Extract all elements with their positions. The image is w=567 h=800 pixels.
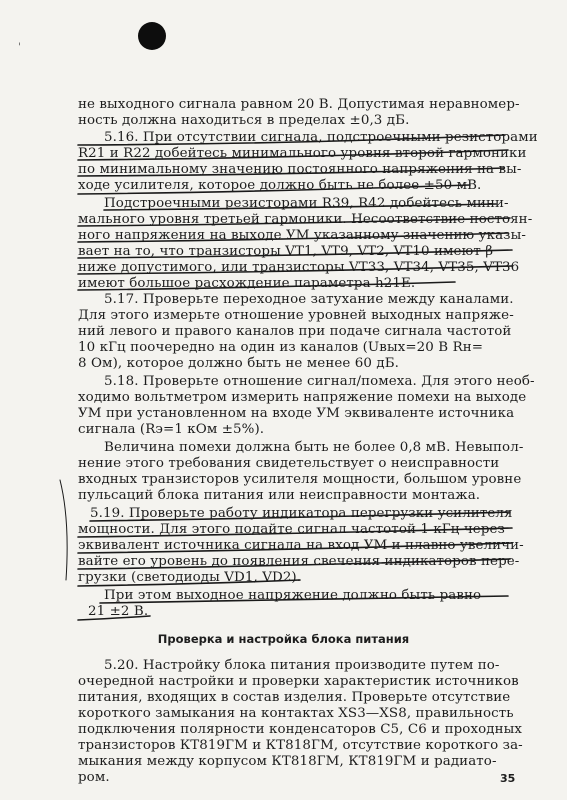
text-line: входных транзисторов усилителя мощности, большом уровне — [78, 472, 522, 487]
text-line: мощности. Для этого подайте сигнал частотой 1 кГц через — [78, 522, 505, 537]
text-line: ний левого и правого каналов при подаче сигнала частотой — [78, 324, 512, 339]
page-number: 35 — [500, 772, 516, 785]
text-line: Подстроечными резисторами R39, R42 добейтесь мини- — [104, 196, 509, 211]
text-line: ром. — [78, 770, 110, 785]
text-line: грузки (светодиоды VD1, VD2). — [78, 570, 302, 585]
text-line: УМ при установленном на входе УМ эквиваленте источника — [78, 406, 515, 421]
text-line: ходимо вольтметром измерить напряжение помехи на выходе — [78, 390, 527, 405]
text-line: Для этого измерьте отношение уровней выходных напряже- — [78, 308, 514, 323]
section-heading: Проверка и настройка блока питания — [157, 632, 410, 646]
text-line: вайте его уровень до появления свечения индикаторов пере- — [78, 554, 520, 569]
text-line: очередной настройки и проверки характеристик источников — [78, 674, 519, 689]
text-line: подключения полярности конденсаторов С5, С6 и проходных — [78, 722, 523, 737]
text-line: 5.19. Проверьте работу индикатора перегрузки усилителя — [90, 506, 513, 521]
text-line: 8 Ом), которое должно быть не менее 60 дБ. — [78, 356, 399, 371]
text-line: транзисторов КТ819ГМ и КТ818ГМ, отсутствие короткого за- — [78, 738, 523, 753]
punch-hole — [138, 22, 166, 50]
text-line: по минимальному значению постоянного напряжения на вы- — [78, 162, 522, 177]
text-line: ность должна находиться в пределах ±0,3 дБ. — [78, 113, 410, 128]
text-line: 5.20. Настройку блока питания производите путем по- — [104, 658, 500, 673]
text-line: 21 ±2 В. — [88, 604, 149, 619]
text-line: имеют большое расхождение параметра h21E. — [78, 276, 416, 291]
text-line: не выходного сигнала равном 20 В. Допустимая неравномер- — [78, 97, 520, 112]
text-line: Величина помехи должна быть не более 0,8 мВ. Невыпол- — [104, 440, 524, 455]
text-line: пульсаций блока питания или неисправности монтажа. — [78, 488, 481, 503]
text-line: 5.16. При отсутствии сигнала, подстроечными резисторами — [104, 130, 538, 145]
text-line: ного напряжения на выходе УМ указанному значению указы- — [78, 228, 526, 243]
text-line: эквивалент источника сигнала на вход УМ и плавно увеличи- — [78, 538, 524, 553]
text-line: питания, входящих в состав изделия. Проверьте отсутствие — [78, 690, 511, 705]
margin-mark: ' — [18, 42, 21, 53]
text-line: При этом выходное напряжение должно быть равно — [104, 588, 482, 603]
text-line: короткого замыкания на контактах XS3—XS8, правильность — [78, 706, 514, 721]
text-line: сигнала (Rэ=1 кОм ±5%). — [78, 422, 265, 437]
text-line: 10 кГц поочередно на один из каналов (Uвых=20 В Rн= — [78, 340, 484, 355]
text-line: ходе усилителя, которое должно быть не более ±50 мВ. — [78, 178, 482, 193]
text-line: вает на то, что транзисторы VT1, VT9, VT2, VT10 имеют β — [78, 244, 494, 259]
text-line: R21 и R22 добейтесь минимального уровня второй гармоники — [78, 146, 527, 161]
text-line: мыкания между корпусом КТ818ГМ, КТ819ГМ и радиато- — [78, 754, 497, 769]
text-line: мального уровня третьей гармоники. Несоответствие постоян- — [78, 212, 533, 227]
text-line: ниже допустимого, или транзисторы VT33, VT34, VT35, VT36 — [78, 260, 520, 275]
text-line: 5.18. Проверьте отношение сигнал/помеха. Для этого необ- — [104, 374, 535, 389]
text-line: нение этого требования свидетельствует о неисправности — [78, 456, 500, 471]
text-line: 5.17. Проверьте переходное затухание между каналами. — [104, 292, 514, 307]
